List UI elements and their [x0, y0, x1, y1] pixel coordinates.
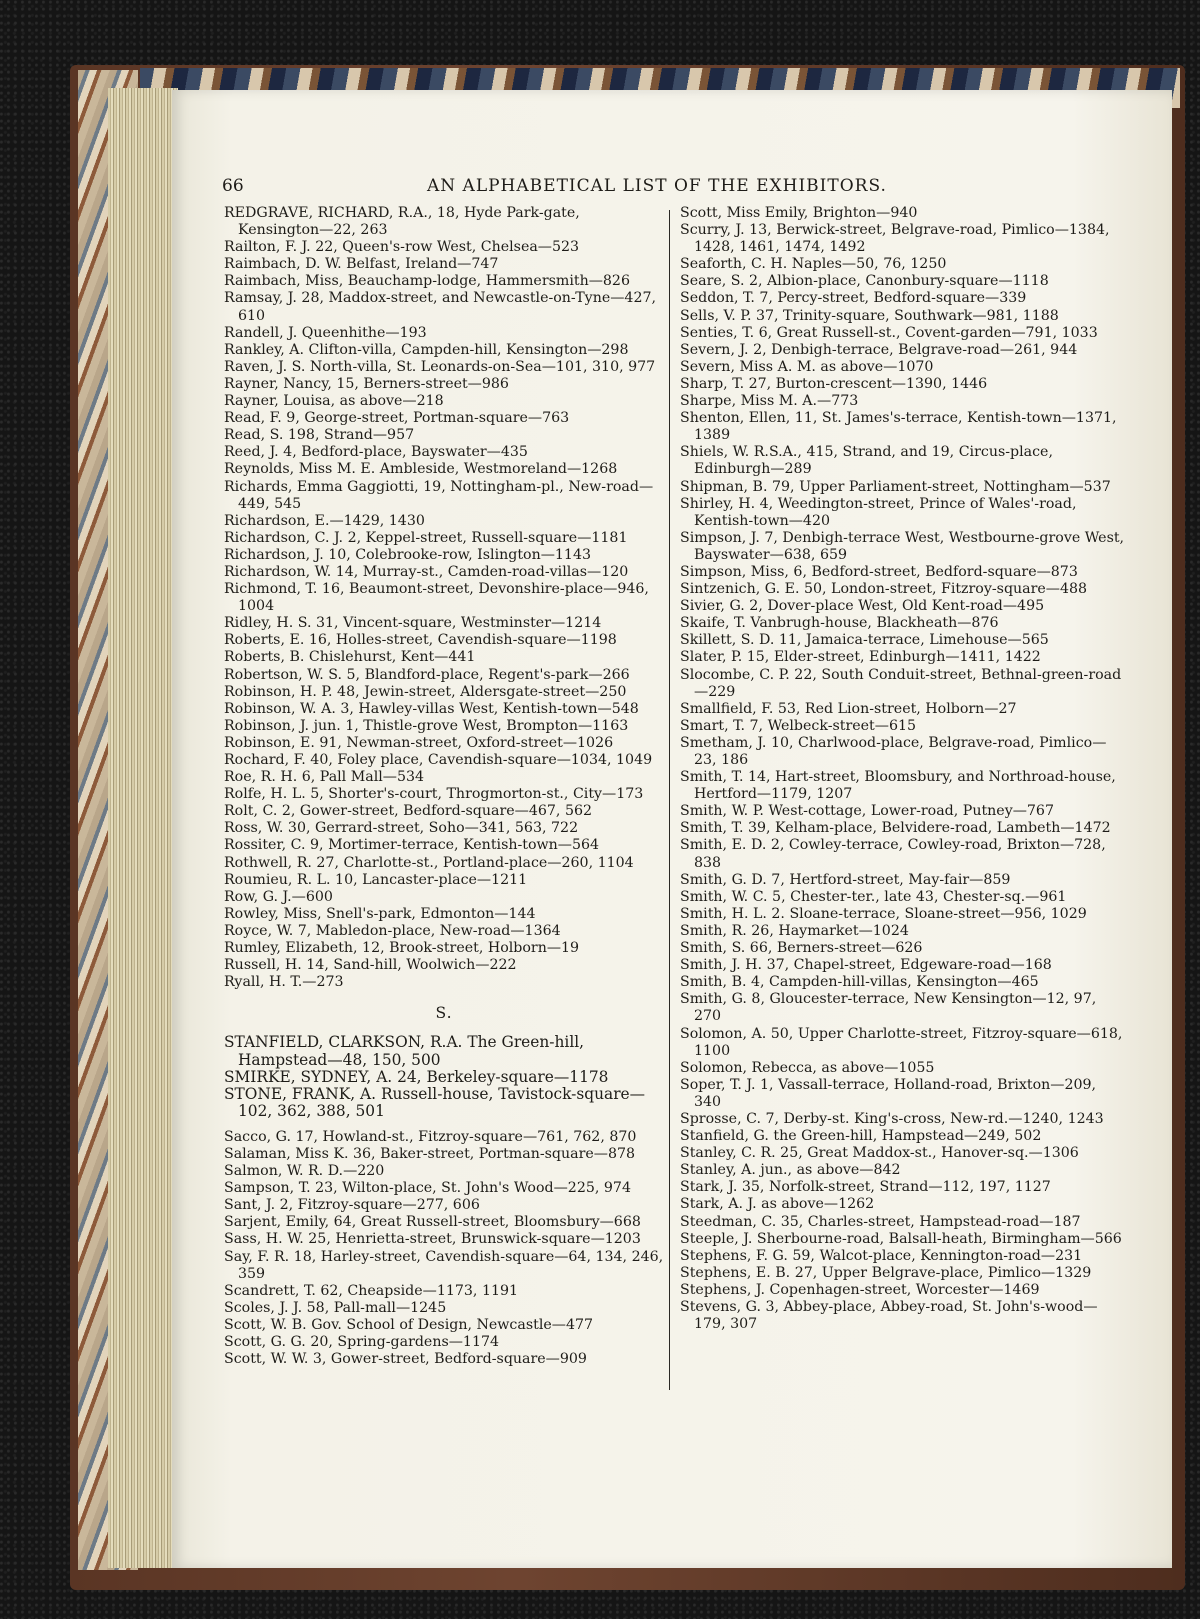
- exhibitor-entry: Scoles, J. J. 58, Pall-mall—1245: [224, 1299, 447, 1316]
- exhibitor-entry: Stanfield, G. the Green-hill, Hampstead—249, 502: [680, 1128, 1042, 1145]
- exhibitor-entry: Roe, R. H. 6, Pall Mall—534: [224, 769, 425, 786]
- exhibitor-entry: Raimbach, D. W. Belfast, Ireland—747: [224, 256, 499, 273]
- exhibitor-entry: Smith, W. C. 5, Chester-ter., late 43, Chester-sq.—961: [680, 888, 1067, 905]
- exhibitor-entry: Shiels, W. R.S.A., 415, Strand, and 19, Circus-place, Edinburgh—289: [680, 444, 1053, 478]
- exhibitor-entry: Roumieu, R. L. 10, Lancaster-place—1211: [224, 871, 528, 888]
- exhibitor-entry: Rowley, Miss, Snell's-park, Edmonton—144: [224, 905, 536, 922]
- exhibitor-entry: Stephens, E. B. 27, Upper Belgrave-place, Pimlico—1329: [680, 1264, 1092, 1281]
- exhibitor-entry: Rumley, Elizabeth, 12, Brook-street, Holborn—19: [224, 940, 580, 957]
- page-number: 66: [222, 176, 244, 196]
- exhibitor-entry: Richmond, T. 16, Beaumont-street, Devonshire-place—946, 1004: [224, 581, 649, 615]
- exhibitor-entry: Robinson, J. jun. 1, Thistle-grove West, Brompton—1163: [224, 717, 629, 734]
- exhibitor-entry: Scott, Miss Emily, Brighton—940: [680, 205, 918, 221]
- exhibitor-entry: Robinson, H. P. 48, Jewin-street, Aldersgate-street—250: [224, 683, 627, 700]
- exhibitor-entry: Sacco, G. 17, Howland-st., Fitzroy-square—761, 762, 870: [224, 1128, 637, 1145]
- exhibitor-entry: Skillett, S. D. 11, Jamaica-terrace, Limehouse—565: [680, 632, 1049, 649]
- exhibitor-entry: Smith, T. 39, Kelham-place, Belvidere-road, Lambeth—1472: [680, 820, 1111, 837]
- exhibitor-entry: Rayner, Nancy, 15, Berners-street—986: [224, 375, 509, 392]
- exhibitor-entry: Slocombe, C. P. 22, South Conduit-street, Bethnal-green-road—229: [680, 666, 1122, 700]
- exhibitor-entry: Rochard, F. 40, Foley place, Cavendish-square—1034, 1049: [224, 752, 653, 768]
- exhibitor-entry: Sells, V. P. 37, Trinity-square, Southwark—981, 1188: [680, 307, 1059, 324]
- exhibitor-entry: Smith, R. 26, Haymarket—1024: [680, 922, 909, 939]
- right-column: [680, 205, 1126, 1333]
- spacer: [224, 1120, 664, 1129]
- page-header: [222, 176, 1142, 200]
- exhibitor-entry: Rothwell, R. 27, Charlotte-st., Portland-place—260, 1104: [224, 854, 634, 871]
- exhibitor-entry: Sant, J. 2, Fitzroy-square—277, 606: [224, 1197, 480, 1214]
- exhibitor-entry: Solomon, A. 50, Upper Charlotte-street, Fitzroy-square—618, 1100: [680, 1025, 1123, 1059]
- exhibitor-entry: Smith, G. 8, Gloucester-terrace, New Kensington—12, 97, 270: [680, 991, 1097, 1025]
- exhibitor-entry: Raimbach, Miss, Beauchamp-lodge, Hammersmith—826: [224, 273, 630, 290]
- exhibitor-entry: Senties, T. 6, Great Russell-st., Covent-garden—791, 1033: [680, 324, 1098, 341]
- exhibitor-entry: Rankley, A. Clifton-villa, Campden-hill, Kensington—298: [224, 341, 629, 358]
- exhibitor-entry: Scurry, J. 13, Berwick-street, Belgrave-road, Pimlico—1384, 1428, 1461, 1474, 1492: [680, 222, 1110, 256]
- exhibitor-entry: Smallfield, F. 53, Red Lion-street, Holborn—27: [680, 700, 1017, 717]
- exhibitor-entry: Russell, H. 14, Sand-hill, Woolwich—222: [224, 957, 517, 974]
- exhibitor-entry: Smith, W. P. West-cottage, Lower-road, Putney—767: [680, 803, 1054, 820]
- exhibitor-entry: Scandrett, T. 62, Cheapside—1173, 1191: [224, 1282, 519, 1299]
- exhibitor-entry: Shenton, Ellen, 11, St. James's-terrace, Kentish-town—1371, 1389: [680, 410, 1117, 444]
- exhibitor-entry: Stanley, C. R. 25, Great Maddox-st., Hanover-sq.—1306: [680, 1145, 1079, 1162]
- exhibitor-entry: Rolt, C. 2, Gower-street, Bedford-square—467, 562: [224, 803, 593, 820]
- exhibitor-entry: Richardson, C. J. 2, Keppel-street, Russell-square—1181: [224, 529, 628, 546]
- section-heading-s: S.: [435, 1004, 453, 1023]
- exhibitor-entry: Sarjent, Emily, 64, Great Russell-street, Bloomsbury—668: [224, 1214, 641, 1231]
- academicians-s-list: [224, 1034, 664, 1119]
- exhibitor-entry: Ryall, H. T.—273: [224, 974, 344, 991]
- exhibitor-entry: Roberts, E. 16, Holles-street, Cavendish-square—1198: [224, 632, 617, 649]
- exhibitor-entry: Robinson, E. 91, Newman-street, Oxford-street—1026: [224, 734, 614, 751]
- exhibitors-s-list: [224, 1129, 664, 1368]
- exhibitor-entry: Stephens, J. Copenhagen-street, Worcester—1469: [680, 1281, 1040, 1298]
- exhibitor-entry: Sass, H. W. 25, Henrietta-street, Brunswick-square—1203: [224, 1231, 641, 1248]
- exhibitor-entry: Scott, W. W. 3, Gower-street, Bedford-square—909: [224, 1351, 587, 1368]
- exhibitor-entry: Skaife, T. Vanbrugh-house, Blackheath—876: [680, 615, 999, 632]
- exhibitor-entry: Ramsay, J. 28, Maddox-street, and Newcastle-on-Tyne—427, 610: [224, 290, 657, 324]
- exhibitor-entry: Ridley, H. S. 31, Vincent-square, Westminster—1214: [224, 615, 602, 632]
- exhibitor-entry: Stevens, G. 3, Abbey-place, Abbey-road, St. John's-wood—179, 307: [680, 1299, 1098, 1333]
- exhibitor-entry: Salaman, Miss K. 36, Baker-street, Portman-square—878: [224, 1145, 636, 1162]
- exhibitor-entry: Solomon, Rebecca, as above—1055: [680, 1059, 935, 1076]
- exhibitor-entry: STONE, FRANK, A. Russell-house, Tavistock-square—102, 362, 388, 501: [224, 1084, 646, 1120]
- exhibitor-entry: Shipman, B. 79, Upper Parliament-street, Nottingham—537: [680, 478, 1111, 495]
- exhibitor-entry: Robertson, W. S. 5, Blandford-place, Regent's-park—266: [224, 666, 630, 683]
- exhibitor-entry: Reynolds, Miss M. E. Ambleside, Westmoreland—1268: [224, 461, 618, 478]
- exhibitor-entry: REDGRAVE, RICHARD, R.A., 18, Hyde Park-gate, Kensington—22, 263: [224, 205, 580, 239]
- exhibitor-entry: Robinson, W. A. 3, Hawley-villas West, Kentish-town—548: [224, 700, 639, 717]
- left-column: [224, 205, 664, 1368]
- exhibitor-entry: Ross, W. 30, Gerrard-street, Soho—341, 563, 722: [224, 820, 579, 837]
- exhibitor-entry: Richardson, W. 14, Murray-st., Camden-road-villas—120: [224, 563, 629, 580]
- page-edges: [108, 88, 178, 1568]
- exhibitor-entry: Richardson, J. 10, Colebrooke-row, Islington—1143: [224, 546, 592, 563]
- exhibitor-entry: Sivier, G. 2, Dover-place West, Old Kent-road—495: [680, 598, 1045, 615]
- exhibitor-entry: Steeple, J. Sherbourne-road, Balsall-heath, Birmingham—566: [680, 1230, 1122, 1247]
- exhibitors-s-continued-list: [680, 205, 1126, 1333]
- exhibitor-entry: STANFIELD, CLARKSON, R.A. The Green-hill, Hampstead—48, 150, 500: [224, 1033, 585, 1069]
- exhibitor-entry: Sampson, T. 23, Wilton-place, St. John's Wood—225, 974: [224, 1180, 631, 1197]
- exhibitor-entry: Smith, G. D. 7, Hertford-street, May-fair—859: [680, 871, 1011, 888]
- exhibitor-entry: Read, S. 198, Strand—957: [224, 427, 415, 444]
- exhibitor-entry: Richardson, E.—1429, 1430: [224, 512, 425, 529]
- exhibitor-entry: Steedman, C. 35, Charles-street, Hampstead-road—187: [680, 1213, 1081, 1230]
- exhibitor-entry: Raven, J. S. North-villa, St. Leonards-on-Sea—101, 310, 977: [224, 358, 656, 375]
- exhibitor-entry: Reed, J. 4, Bedford-place, Bayswater—435: [224, 444, 528, 461]
- exhibitor-entry: Simpson, J. 7, Denbigh-terrace West, Westbourne-grove West, Bayswater—638, 659: [680, 529, 1125, 563]
- exhibitor-entry: Sharp, T. 27, Burton-crescent—1390, 1446: [680, 375, 988, 392]
- exhibitor-entry: Smith, H. L. 2. Sloane-terrace, Sloane-street—956, 1029: [680, 905, 1087, 922]
- running-title: AN ALPHABETICAL LIST OF THE EXHIBITORS.: [427, 176, 887, 196]
- exhibitor-entry: Royce, W. 7, Mabledon-place, New-road—1364: [224, 922, 561, 939]
- exhibitor-entry: Smith, J. H. 37, Chapel-street, Edgeware-road—168: [680, 957, 1052, 974]
- exhibitor-entry: Smith, E. D. 2, Cowley-terrace, Cowley-road, Brixton—728, 838: [680, 837, 1106, 871]
- column-divider: [669, 210, 670, 1390]
- exhibitor-entry: SMIRKE, SYDNEY, A. 24, Berkeley-square—1178: [224, 1067, 609, 1086]
- exhibitor-entry: Seddon, T. 7, Percy-street, Bedford-square—339: [680, 290, 1027, 307]
- exhibitor-entry: Simpson, Miss, 6, Bedford-street, Bedford-square—873: [680, 563, 1078, 580]
- exhibitor-entry: Smith, B. 4, Campden-hill-villas, Kensington—465: [680, 974, 1039, 991]
- exhibitor-entry: Scott, W. B. Gov. School of Design, Newcastle—477: [224, 1316, 594, 1333]
- exhibitor-entry: Sintzenich, G. E. 50, London-street, Fitzroy-square—488: [680, 581, 1088, 598]
- exhibitor-entry: Salmon, W. R. D.—220: [224, 1163, 385, 1180]
- exhibitor-entry: Smetham, J. 10, Charlwood-place, Belgrave-road, Pimlico—23, 186: [680, 734, 1107, 768]
- exhibitor-entry: Say, F. R. 18, Harley-street, Cavendish-square—64, 134, 246, 359: [224, 1248, 664, 1282]
- exhibitor-entry: Severn, Miss A. M. as above—1070: [680, 358, 934, 375]
- exhibitor-entry: Stephens, F. G. 59, Walcot-place, Kennington-road—231: [680, 1247, 1083, 1264]
- exhibitor-entry: Railton, F. J. 22, Queen's-row West, Chelsea—523: [224, 239, 580, 256]
- exhibitor-entry: Sharpe, Miss M. A.—773: [680, 393, 859, 410]
- exhibitor-entry: Seare, S. 2, Albion-place, Canonbury-square—1118: [680, 273, 1049, 290]
- exhibitor-entry: Stark, A. J. as above—1262: [680, 1196, 875, 1213]
- exhibitor-entry: Rossiter, C. 9, Mortimer-terrace, Kentish-town—564: [224, 837, 600, 854]
- exhibitor-entry: Severn, J. 2, Denbigh-terrace, Belgrave-road—261, 944: [680, 341, 1078, 358]
- exhibitor-entry: Read, F. 9, George-street, Portman-square—763: [224, 410, 570, 427]
- exhibitor-entry: Stark, J. 35, Norfolk-street, Strand—112, 197, 1127: [680, 1179, 1051, 1196]
- exhibitor-entry: Randell, J. Queenhithe—193: [224, 324, 427, 341]
- exhibitor-entry: Seaforth, C. H. Naples—50, 76, 1250: [680, 256, 947, 273]
- exhibitor-entry: Smith, S. 66, Berners-street—626: [680, 940, 923, 957]
- exhibitor-entry: Rayner, Louisa, as above—218: [224, 393, 444, 410]
- exhibitor-entry: Scott, G. G. 20, Spring-gardens—1174: [224, 1334, 500, 1350]
- exhibitor-entry: Richards, Emma Gaggiotti, 19, Nottingham-pl., New-road—449, 545: [224, 478, 654, 512]
- exhibitor-entry: Rolfe, H. L. 5, Shorter's-court, Throgmorton-st., City—173: [224, 786, 644, 803]
- exhibitors-r-list: [224, 205, 664, 991]
- exhibitor-entry: Sprosse, C. 7, Derby-st. King's-cross, New-rd.—1240, 1243: [680, 1110, 1104, 1127]
- exhibitor-entry: Row, G. J.—600: [224, 888, 333, 905]
- exhibitor-entry: Smart, T. 7, Welbeck-street—615: [680, 717, 917, 734]
- exhibitor-entry: Shirley, H. 4, Weedington-street, Prince of Wales'-road, Kentish-town—420: [680, 495, 1077, 529]
- exhibitor-entry: Stanley, A. jun., as above—842: [680, 1162, 901, 1179]
- exhibitor-entry: Soper, T. J. 1, Vassall-terrace, Holland-road, Brixton—209, 340: [680, 1076, 1097, 1110]
- exhibitor-entry: Slater, P. 15, Elder-street, Edinburgh—1411, 1422: [680, 649, 1041, 666]
- exhibitor-entry: Roberts, B. Chislehurst, Kent—441: [224, 649, 476, 666]
- exhibitor-entry: Smith, T. 14, Hart-street, Bloomsbury, and Northroad-house, Hertford—1179, 1207: [680, 769, 1116, 803]
